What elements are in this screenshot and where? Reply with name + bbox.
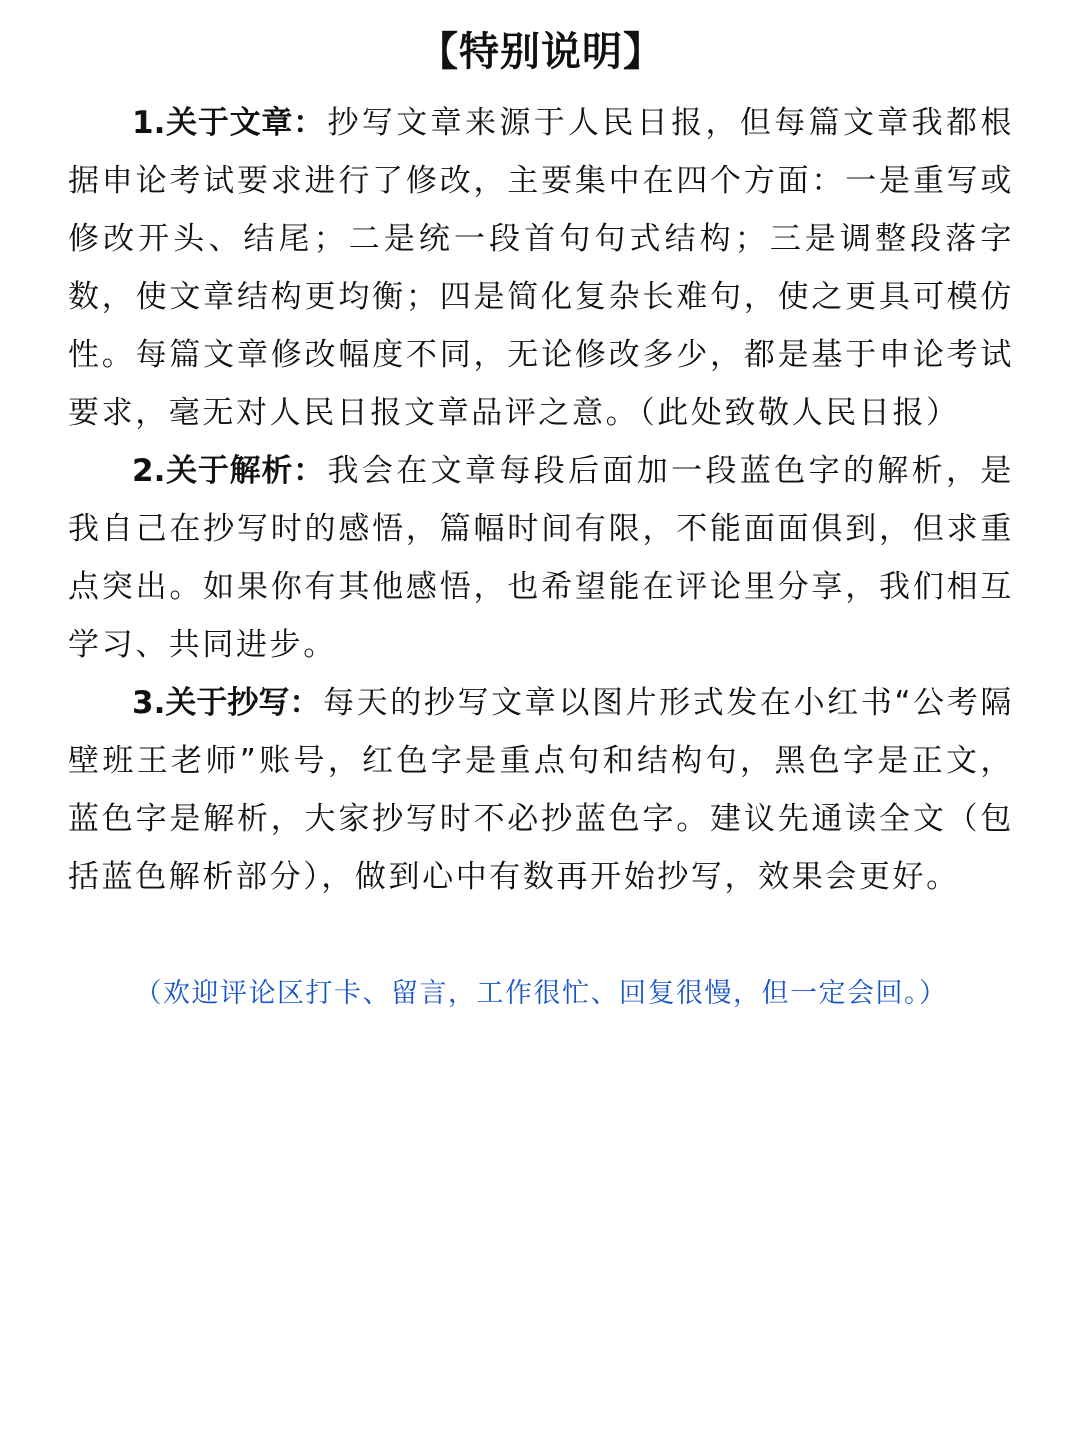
section-heading: 2.关于解析: [132, 453, 294, 489]
footer-note: （欢迎评论区打卡、留言，工作很忙、回复很慢，但一定会回。）: [134, 978, 948, 1009]
section-colon: ：: [289, 685, 324, 721]
section-heading: 1.关于文章: [132, 105, 294, 141]
section-body: 每天的抄写文章以图片形式发在小红书“公考隔壁班王老师”账号，红色字是重点句和结构句，黑色字是正文，蓝色字是解析，大家抄写时不必抄蓝色字。建议先通读全文（包括蓝色解析部分），做到心中有数再开始抄写，效果会更好。: [68, 685, 1014, 895]
section-body: 抄写文章来源于人民日报，但每篇文章我都根据申论考试要求进行了修改，主要集中在四个方面：一是重写或修改开头、结尾；二是统一段首句句式结构；三是调整段落字数，使文章结构更均衡；四是简化复杂长难句，使之更具可模仿性。每篇文章修改幅度不同，无论修改多少，都是基于申论考试要求，毫无对人民日报文章品评之意。（此处致敬人民日报）: [68, 105, 1014, 431]
section-about-analysis: [68, 442, 1014, 674]
section-about-copying: [68, 674, 1014, 906]
section-heading: 3.关于抄写: [132, 685, 290, 721]
section-colon: ：: [293, 105, 328, 141]
section-body: 我会在文章每段后面加一段蓝色字的解析，是我自己在抄写时的感悟，篇幅时间有限，不能面面俱到，但求重点突出。如果你有其他感悟，也希望能在评论里分享，我们相互学习、共同进步。: [68, 453, 1014, 663]
section-colon: ：: [293, 453, 328, 489]
section-about-article: [68, 94, 1014, 442]
page-title: 【特别说明】: [418, 29, 664, 75]
